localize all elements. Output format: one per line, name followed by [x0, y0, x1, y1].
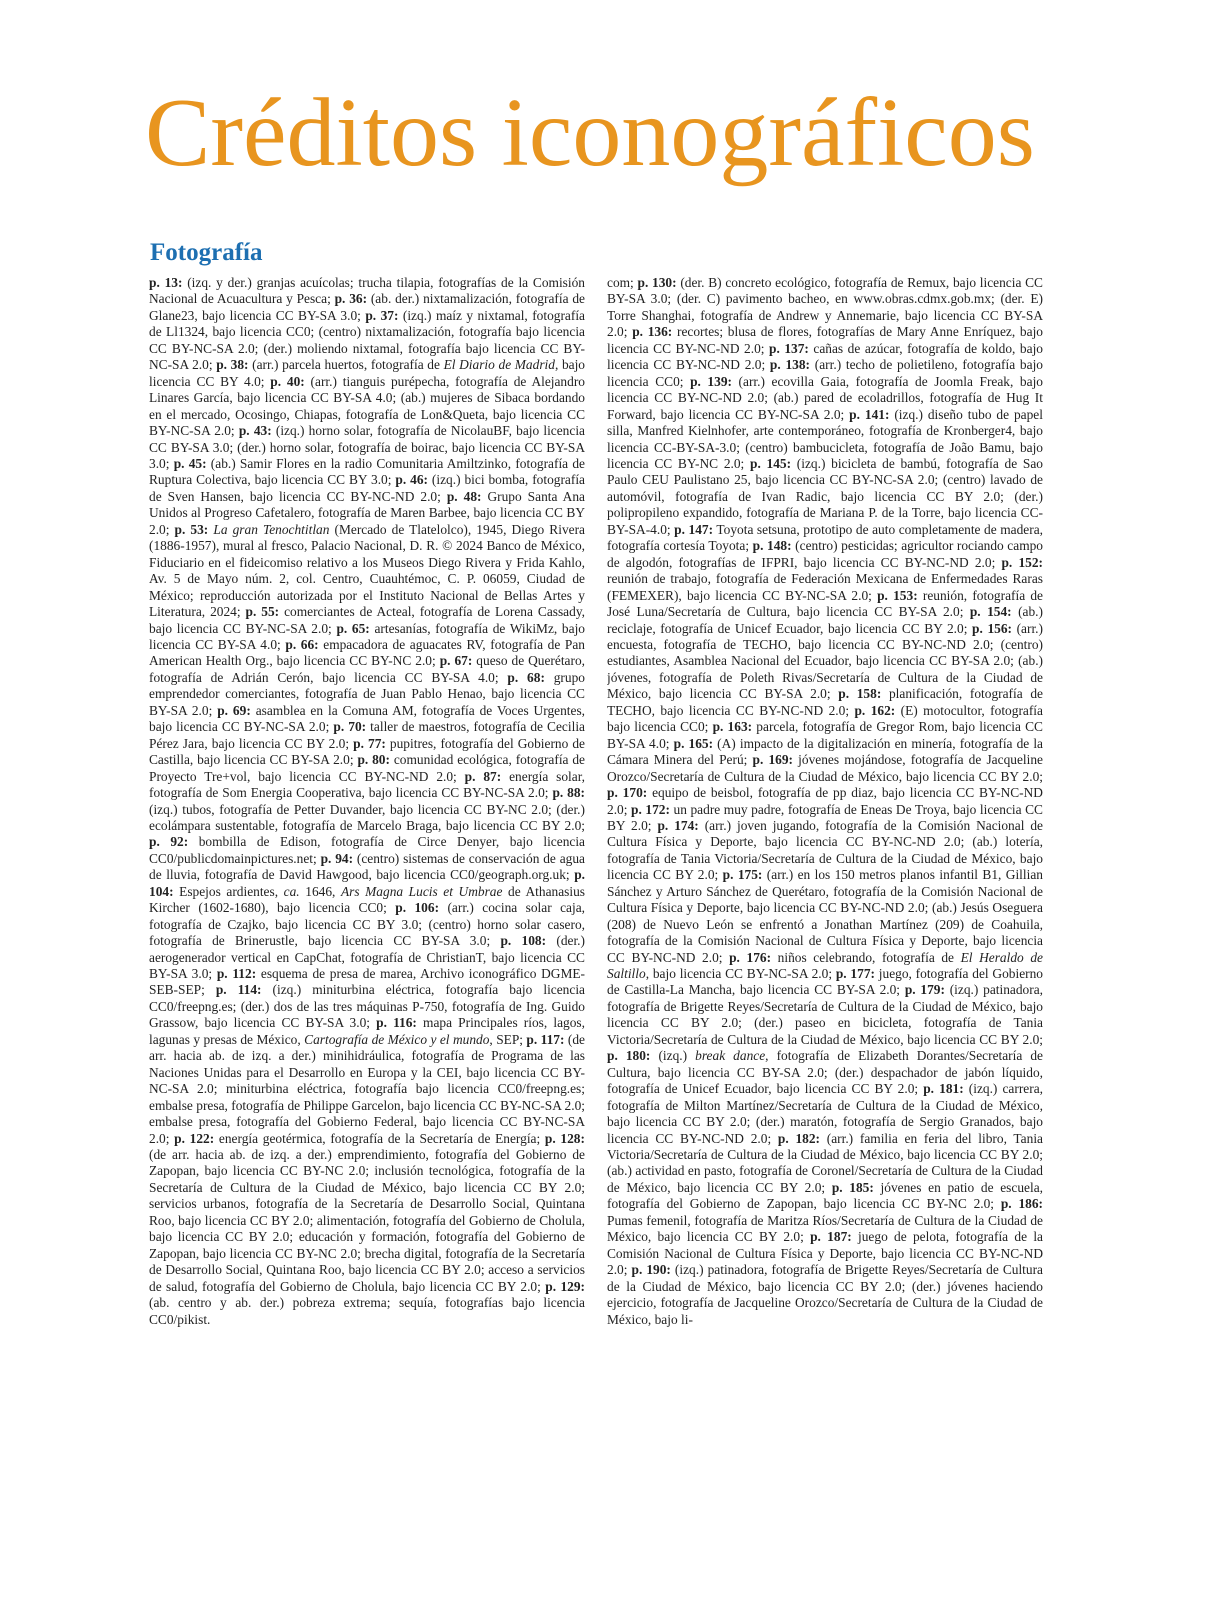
page-reference: p. 137:	[769, 340, 809, 356]
credits-column-right	[607, 275, 1043, 1415]
page-reference: p. 154:	[969, 604, 1012, 620]
credit-text: (izq.) patinadora, fotografía de Brigette Reyes/Secretaría de Cultura de la Ciudad de México, bajo licencia CC BY 2.0; (der.) jóvenes haciendo ejercicio, fotografía de Jacqueline Orozco/Secretaría de Cultura de la Ciudad de México, bajo li-	[607, 1262, 1043, 1327]
credit-text: (arr.) familia en feria del libro, Tania Victoria/Secretaría de Cultura de la Ciudad de México, bajo licencia CC BY 2.0; (ab.) actividad en pasto, fotografía de Coronel/Secretaría de Cultura de la Ciudad de México, bajo licencia CC BY 2.0;	[607, 1130, 1043, 1195]
page-reference: p. 162:	[854, 702, 896, 718]
page-reference: p. 185:	[831, 1179, 874, 1195]
credit-text: comunidad ecológica, fotografía de Proyecto Tre+vol, bajo licencia CC BY-NC-ND 2.0;	[149, 752, 585, 784]
credit-text: (de arr. hacia ab. de izq. a der.) minihidráulica, fotografía de Programa de las Naciones Unidas para el Desarrollo en Europa y la CEI, bajo licencia CC BY-NC-SA 2.0; miniturbina eléctrica, fotografía bajo licencia CC0/freepng.es; embalse presa, fotografía de Philippe Garcelon, bajo licencia CC BY-NC-SA 2.0; embalse presa, fotografía del Gobierno Federal, bajo licencia CC BY-NC-SA 2.0;	[149, 1031, 585, 1146]
page-reference: p. 46:	[395, 472, 428, 488]
credit-text: (ab.) Samir Flores en la radio Comunitaria Amiltzinko, fotografía de Ruptura Colectiva, bajo licencia CC BY 3.0;	[149, 455, 585, 488]
credit-text: , bajo licencia CC BY 4.0;	[149, 357, 585, 389]
page-reference: p. 43:	[238, 423, 272, 439]
credit-text: (arr.) joven jugando, fotografía de la Comisión Nacional de Cultura Física y Deporte, bajo licencia CC BY-NC-ND 2.0; (ab.) lotería, fotografía de Tania Victoria/Secretaría de Cultura de la Ciudad de México, bajo licencia CC BY 2.0;	[607, 817, 1043, 883]
page-title: Créditos iconográficos	[145, 79, 1035, 187]
page-reference: p. 136:	[632, 324, 673, 340]
credit-text: (arr.) encuesta, fotografía de TECHO, bajo licencia CC BY-NC-ND 2.0; (centro) estudiantes, Asamblea Nacional del Ecuador, bajo licencia CC BY-SA 2.0; (ab.) jóvenes, fotografía de Poleth Rivas/Secretaría de Cultura de la Ciudad de México, bajo licencia CC BY-SA 2.0;	[607, 620, 1043, 702]
credit-text: (de arr. hacia ab. de izq. a der.) emprendimiento, fotografía del Gobierno de Zapopan, bajo licencia CC BY-NC 2.0; inclusión tecnológica, fotografía de la Secretaría de Cultura de la Ciudad de México, bajo licencia CC BY 2.0; servicios urbanos, fotografía de la Secretaría de Desarrollo Social, Quintana Roo, bajo licencia CC BY 2.0; alimentación, fotografía del Gobierno de Cholula, bajo licencia CC BY 2.0; educación y formación, fotografía del Gobierno de Zapopan, bajo licencia CC BY-NC 2.0; brecha digital, fotografía de la Secretaría de Desarrollo Social, Quintana Roo, bajo licencia CC BY 2.0; acceso a servicios de salud, fotografía del Gobierno de Cholula, bajo licencia CC BY 2.0;	[149, 1147, 585, 1294]
page-reference: p. 130:	[637, 275, 677, 290]
credit-text: (izq.) horno solar, fotografía de NicolauBF, bajo licencia CC BY-SA 3.0; (der.) horno solar, fotografía de boirac, bajo licencia CC BY-SA 3.0;	[149, 423, 585, 471]
page-reference: p. 165:	[673, 735, 714, 751]
page-reference: p. 174:	[657, 817, 699, 833]
page-reference: p. 176:	[729, 949, 772, 965]
credit-text: (A) impacto de la digitalización en minería, fotografía de la Cámara Minera del Perú;	[607, 735, 1043, 768]
page-reference: p. 104:	[149, 867, 585, 899]
credit-text: taller de maestros, fotografía de Cecilia Pérez Jara, bajo licencia CC BY 2.0;	[149, 719, 585, 751]
page-reference: p. 139:	[690, 373, 732, 389]
page-reference: p. 45:	[173, 455, 207, 471]
credit-text: (izq.) patinadora, fotografía de Brigette Reyes/Secretaría de Cultura de la Ciudad de México, bajo licencia CC BY 2.0; (der.) paseo en bicicleta, fotografía de Tania Victoria/Secretaría de Cultura de la Ciudad de México, bajo licencia CC BY 2.0;	[607, 982, 1043, 1047]
credit-text: parcela, fotografía de Gregor Rom, bajo licencia CC BY-SA 4.0;	[607, 719, 1043, 751]
credit-text: cañas de azúcar, fotografía de koldo, bajo licencia CC BY-NC-ND 2.0;	[607, 340, 1043, 373]
page-reference: p. 112:	[216, 966, 257, 982]
page-reference: p. 48:	[446, 488, 482, 504]
page-reference: p. 38:	[216, 357, 249, 373]
page-reference: p. 182:	[777, 1130, 820, 1146]
page-reference: p. 145:	[750, 455, 792, 471]
credit-text: un padre muy padre, fotografía de Eneas De Troya, bajo licencia CC BY 2.0;	[607, 801, 1043, 833]
page-reference: p. 128:	[544, 1130, 585, 1146]
page-reference: p. 108:	[500, 933, 547, 949]
page-reference: p. 187:	[810, 1229, 852, 1245]
credit-text: Toyota setsuna, prototipo de auto completamente de madera, fotografía cortesía Toyota;	[607, 521, 1043, 554]
page-reference: p. 116:	[376, 1015, 417, 1031]
italic-title: La gran Tenochtitlan	[213, 521, 330, 537]
credit-text: pupitres, fotografía del Gobierno de Castilla, bajo licencia CC BY-SA 2.0;	[149, 735, 585, 768]
italic-title: Ars Magna Lucis et Umbrae	[340, 883, 503, 899]
credit-text: comerciantes de Acteal, fotografía de Lorena Cassady, bajo licencia CC BY-NC-SA 2.0;	[149, 604, 585, 636]
credit-text: (der. B) concreto ecológico, fotografía de Remux, bajo licencia CC BY-SA 3.0; (der. C) pavimento bacheo, en www.obras.cdmx.gob.mx; (der. E) Torre Shanghai, fotografía de Andrew y Annemarie, bajo licencia CC BY-SA 2.0;	[607, 275, 1043, 340]
page-reference: p. 69:	[217, 702, 251, 718]
credit-text: (Mercado de Tlatelolco), 1945, Diego Rivera (1886-1957), mural al fresco, Palacio Nacional, D. R. © 2024 Banco de México, Fiduciario en el fideicomiso relativo a los Museos Diego Rivera y Frida Kahlo, Av. 5 de Mayo núm. 2, col. Centro, Cuauhtémoc, C. P. 06059, Ciudad de México; reproducción autorizada por el Instituto Nacional de Bellas Artes y Literatura, 2024;	[149, 521, 585, 620]
page-reference: p. 55:	[245, 604, 280, 620]
page-reference: p. 70:	[333, 719, 367, 735]
credit-text: empacadora de aguacates RV, fotografía de Pan American Health Org., bajo licencia CC BY-NC 2.0;	[149, 636, 585, 669]
page-reference: p. 106:	[395, 900, 440, 916]
credit-text: (arr.) cocina solar caja, fotografía de Czajko, bajo licencia CC BY 3.0; (centro) horno solar casero, fotografía de Brinerustle, bajo licencia CC BY-SA 3.0;	[149, 900, 585, 949]
credit-text: (izq.) miniturbina eléctrica, fotografía bajo licencia CC0/freepng.es; (der.) dos de las tres máquinas P-750, fotografía de Ing. Guido Grassow, bajo licencia CC BY-SA 3.0;	[149, 982, 585, 1031]
credit-text: (izq. y der.) granjas acuícolas; trucha tilapia, fotografías de la Comisión Nacional de Acuacultura y Pesca;	[149, 275, 585, 307]
italic-title: ca.	[283, 883, 300, 899]
credit-text: (E) motocultor, fotografía bajo licencia CC0;	[607, 702, 1043, 735]
credit-text: (izq.) maíz y nixtamal, fotografía de Ll1324, bajo licencia CC0; (centro) nixtamalización, fotografía bajo licencia CC BY-NC-SA 2.0; (der.) moliendo nixtamal, fotografía bajo licencia CC BY-NC-SA 2.0;	[149, 307, 585, 373]
page-reference: p. 138:	[769, 357, 811, 373]
credit-text: (ab. centro y ab. der.) pobreza extrema; sequía, fotografías bajo licencia CC0/pikist.	[149, 1295, 585, 1327]
page-reference: p. 186:	[1000, 1196, 1043, 1212]
page-reference: p. 129:	[545, 1278, 585, 1294]
credit-text: (izq.) tubos, fotografía de Petter Duvander, bajo licencia CC BY-NC 2.0; (der.) ecolámpara sustentable, fotografía de Marcelo Braga, bajo licencia CC BY 2.0;	[149, 801, 585, 833]
credit-text: 1646,	[299, 883, 341, 899]
credit-text: asamblea en la Comuna AM, fotografía de Voces Urgentes, bajo licencia CC BY-NC-SA 2.0;	[149, 702, 585, 735]
page-reference: p. 153:	[877, 587, 918, 603]
credit-text: niños celebrando, fotografía de	[771, 949, 961, 965]
credit-text: com;	[607, 275, 638, 290]
credit-text: (centro) pesticidas; agricultor rociando campo de algodón, fotografías de IFPRI, bajo licencia CC BY-NC-ND 2.0;	[607, 538, 1043, 570]
page-reference: p. 66:	[285, 636, 319, 652]
page-reference: p. 122:	[174, 1130, 215, 1146]
credit-text: (arr.) parcela huertos, fotografía de	[248, 357, 444, 373]
credit-text: (centro) sistemas de conservación de agua de lluvia, fotografía de David Hawgood, bajo licencia CC0/geograph.org.uk;	[149, 850, 585, 883]
page-reference: p. 36:	[334, 291, 368, 307]
page-reference: p. 92:	[149, 834, 189, 850]
credit-text: bombilla de Edison, fotografía de Circe Denyer, bajo licencia CC0/publicdomainpictures.net;	[149, 834, 585, 866]
italic-title: El Diario de Madrid	[443, 357, 555, 373]
credit-text: (izq.)	[650, 1048, 696, 1064]
page-reference: p. 68:	[507, 669, 545, 685]
page-reference: p. 147:	[674, 521, 714, 537]
page-reference: p. 77:	[353, 735, 386, 751]
page-reference: p. 117:	[526, 1031, 565, 1047]
page-reference: p. 87:	[464, 768, 502, 784]
page-reference: p. 190:	[631, 1262, 671, 1278]
credits-paragraph-left	[149, 275, 585, 1328]
credit-text: jóvenes en patio de escuela, fotografía del Gobierno de Zapopan, bajo licencia CC BY-NC 2.0;	[607, 1179, 1043, 1212]
credit-text: jóvenes mojándose, fotografía de Jacqueline Orozco/Secretaría de Cultura de la Ciudad de México, bajo licencia CC BY 2.0;	[607, 752, 1043, 784]
credit-text: , bajo licencia CC BY-NC-SA 2.0;	[645, 966, 836, 982]
credit-text: queso de Querétaro, fotografía de Adrián Cerón, bajo licencia CC BY-SA 4.0;	[149, 653, 585, 685]
credits-paragraph-right	[607, 275, 1043, 1328]
credit-text: planificación, fotografía de TECHO, bajo licencia CC BY-NC-ND 2.0;	[607, 686, 1043, 718]
credit-text: recortes; blusa de flores, fotografías de Mary Anne Enríquez, bajo licencia CC BY-NC-ND 2.0;	[607, 324, 1043, 356]
credit-text: (izq.) bicicleta de bambú, fotografía de Sao Paulo CEU Paulistano 25, bajo licencia CC BY-NC-SA 2.0; (centro) lavado de automóvil, fotografía de Ivan Radic, bajo licencia CC BY 2.0; (der.) polipropileno expandido, fotografía de Mariana P. de la Torre, bajo licencia CC-BY-SA-4.0;	[607, 455, 1043, 537]
credit-text: , fotografía de Elizabeth Dorantes/Secretaría de Cultura, bajo licencia CC BY-SA 2.0; (der.) despachador de jabón líquido, fotografía de Unicef Ecuador, bajo licencia CC BY 2.0;	[607, 1048, 1043, 1097]
credit-text: , SEP;	[489, 1031, 527, 1047]
credit-text: (arr.) ecovilla Gaia, fotografía de Joomla Freak, bajo licencia CC BY-NC-ND 2.0; (ab.) pared de ecoladrillos, fotografía de Hug It Forward, bajo licencia CC BY-NC-SA 2.0;	[607, 373, 1043, 422]
page-reference: p. 170:	[607, 785, 648, 801]
credit-text: Grupo Santa Ana Unidos al Progreso Cafetalero, fotografía de Maren Barbee, bajo licencia CC BY 2.0;	[149, 488, 585, 537]
credit-text: energía solar, fotografía de Som Energia Cooperativa, bajo licencia CC BY-NC-SA 2.0;	[149, 768, 585, 801]
credit-text: mapa Principales ríos, lagos, lagunas y presas de México,	[149, 1015, 585, 1047]
credit-text: Pumas femenil, fotografía de Maritza Ríos/Secretaría de Cultura de la Ciudad de México, bajo licencia CC BY 2.0;	[607, 1212, 1043, 1245]
credit-text: (izq.) carrera, fotografía de Milton Martínez/Secretaría de Cultura de la Ciudad de México, bajo licencia CC BY 2.0; (der.) maratón, fotografía de Sergio Granados, bajo licencia CC BY-NC-ND 2.0;	[607, 1081, 1043, 1146]
page-reference: p. 94:	[320, 850, 354, 866]
page-reference: p. 88:	[552, 785, 585, 801]
italic-title: break dance	[695, 1048, 766, 1064]
section-heading-fotografia: Fotografía	[150, 239, 263, 266]
credit-text: (arr.) techo de polietileno, fotografía bajo licencia CC0;	[607, 357, 1043, 389]
credit-text: artesanías, fotografía de WikiMz, bajo licencia CC BY-SA 4.0;	[149, 620, 585, 652]
page-reference: p. 141:	[849, 406, 890, 422]
credit-text: (der.) aerogenerador vertical en CapChat, fotografía de ChristianT, bajo licencia CC BY-SA 3.0;	[149, 933, 585, 982]
italic-title: El Heraldo de Saltillo	[607, 949, 1043, 982]
page-reference: p. 148:	[752, 538, 792, 554]
italic-title: Cartografía de México y el mundo	[304, 1031, 490, 1047]
credit-text: (arr.) tianguis purépecha, fotografía de Alejandro Linares García, bajo licencia CC BY-SA 4.0; (ab.) mujeres de Sibaca bordando en el mercado, Ocosingo, Chiapas, fotografía de Lon&Queta, bajo licencia CC BY-NC-SA 2.0;	[149, 373, 585, 439]
credit-text: equipo de beisbol, fotografía de pp diaz, bajo licencia CC BY-NC-ND 2.0;	[607, 785, 1043, 817]
credit-text: reunión de trabajo, fotografía de Federación Mexicana de Enfermedades Raras (FEMEXER), bajo licencia CC BY-NC-SA 2.0;	[607, 571, 1043, 603]
credit-text: (arr.) en los 150 metros planos infantil B1, Gillian Sánchez y Arturo Sánchez de Querétaro, fotografía de la Comisión Nacional de Cultura Física y Deporte, bajo licencia CC BY-NC-ND 2.0; (ab.) Jesús Oseguera (208) de Nuevo León se enfrentó a Jonathan Martínez (209) de Coahuila, fotografía de la Comisión Nacional de Cultura Física y Deporte, bajo licencia CC BY-NC-ND 2.0;	[607, 867, 1043, 965]
page-reference: p. 80:	[357, 752, 390, 768]
page-reference: p. 180:	[607, 1048, 651, 1064]
page-reference: p. 13:	[149, 275, 183, 290]
credit-text: (izq.) bici bomba, fotografía de Sven Hansen, bajo licencia CC BY-NC-ND 2.0;	[149, 472, 585, 504]
credit-text: de Athanasius Kircher (1602-1680), bajo licencia CC0;	[149, 883, 585, 916]
page-reference: p. 152:	[1001, 554, 1043, 570]
page-reference: p. 177:	[835, 966, 875, 982]
page-reference: p. 181:	[923, 1081, 964, 1097]
credit-text: Espejos ardientes,	[173, 883, 284, 899]
page-reference: p. 114:	[215, 982, 262, 998]
page-reference: p. 67:	[439, 653, 473, 669]
page-reference: p. 172:	[631, 801, 670, 817]
credits-column-left	[149, 275, 585, 1415]
credit-text: energía geotérmica, fotografía de la Secretaría de Energía;	[214, 1130, 545, 1146]
credit-text: juego de pelota, fotografía de la Comisión Nacional de Cultura Física y Deporte, bajo licencia CC BY-NC-ND 2.0;	[607, 1229, 1043, 1278]
page-reference: p. 156:	[972, 620, 1012, 636]
page-reference: p. 37:	[365, 307, 399, 323]
page-reference: p. 163:	[712, 719, 753, 735]
page-reference: p. 53:	[174, 521, 209, 537]
page-reference: p. 169:	[752, 752, 794, 768]
credit-text: (ab. der.) nixtamalización, fotografía de Glane23, bajo licencia CC BY-SA 3.0;	[149, 291, 585, 323]
credit-text: (izq.) diseño tubo de papel silla, Manfred Kielnhofer, arte contemporáneo, fotografía de Kronberger4, bajo licencia CC-BY-SA-3.0; (centro) bambucicleta, fotografía de João Bamu, bajo licencia CC BY-NC 2.0;	[607, 406, 1043, 471]
page-reference: p. 40:	[270, 373, 305, 389]
credit-text: juego, fotografía del Gobierno de Castilla-La Mancha, bajo licencia CC BY-SA 2.0;	[607, 966, 1043, 998]
page-reference: p. 179:	[904, 982, 945, 998]
page-reference: p. 65:	[336, 620, 370, 636]
page-reference: p. 158:	[838, 686, 882, 702]
page-reference: p. 175:	[722, 867, 763, 883]
credit-text: esquema de presa de marea, Archivo iconográfico DGME-SEB-SEP;	[149, 966, 585, 998]
credit-text: grupo emprendedor comerciantes, fotografía de Juan Pablo Henao, bajo licencia CC BY-SA 2.0;	[149, 669, 585, 718]
credit-text: reunión, fotografía de José Luna/Secretaría de Cultura, bajo licencia CC BY-SA 2.0;	[607, 587, 1043, 620]
credit-text: (ab.) reciclaje, fotografía de Unicef Ecuador, bajo licencia CC BY 2.0;	[607, 604, 1043, 636]
